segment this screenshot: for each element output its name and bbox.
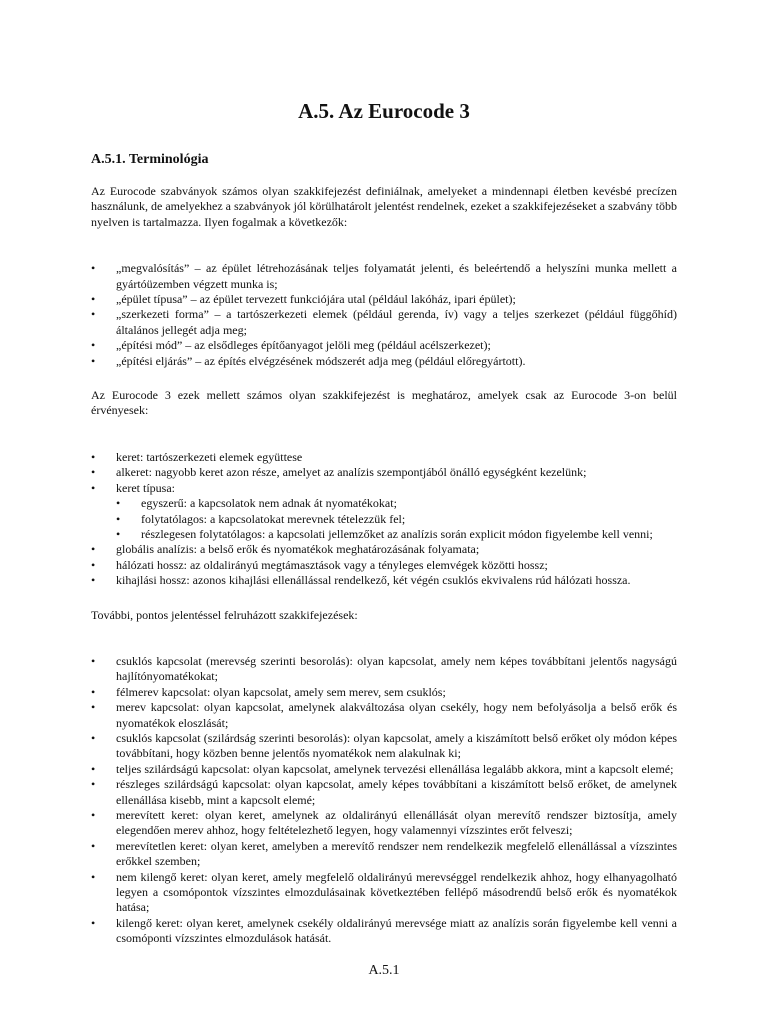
list-item: • merev kapcsolat: olyan kapcsolat, amelynek alakváltozása olyan csekély, hogy nem befolyásolja a belső erők és nyomatékok eloszlását; — [91, 700, 677, 730]
list-item: • félmerev kapcsolat: olyan kapcsolat, amely sem merev, sem csuklós; — [91, 684, 446, 699]
list-item: • keret típusa: — [91, 480, 175, 495]
list-item: • keret: tartószerkezeti elemek együttese — [91, 449, 303, 464]
list-item: • nem kilengő keret: olyan keret, amely megfelelő oldalirányú merevséggel rendelkezik ahhoz, hogy elhanyagolható legyen a csomópontok vízszintes elmozdulásainak következtében fellépő másodrendű belső erők és nyomatékok hatása; — [91, 869, 677, 915]
page-title: A.5. Az Eurocode 3 — [298, 99, 470, 123]
list-item: • csuklós kapcsolat (szilárdság szerinti besorolás): olyan kapcsolat, amely a kiszámított belső erőket oly módon képes továbbítani, hogy közben benne jelentős nyomatékok nem alakulnak ki; — [91, 730, 677, 761]
eurocode3-paragraph: Az Eurocode 3 ezek mellett számos olyan szakkifejezést is meghatároz, amelyek csak az Eurocode 3-on belül érvényesek: — [91, 388, 677, 418]
connection-frame-term-list — [91, 654, 677, 947]
list-item: • merevített keret: olyan keret, amelynek az oldalirányú ellenállását olyan merevítő rendszer biztosítja, amely elegendően merev ahhoz, hogy feltételezhető legyen, hogy valamennyi vízszintes erőt felveszi; — [91, 808, 677, 838]
document-body — [91, 184, 677, 947]
eurocode3-term-list — [91, 450, 677, 496]
section-heading: A.5.1. Terminológia — [91, 152, 209, 167]
list-item: • hálózati hossz: az oldalirányú megtámasztások vagy a tényleges elemvégek közötti hossz; — [91, 557, 548, 572]
concept-list — [91, 261, 677, 369]
list-item: • „építési mód” – az elsődleges építőanyagot jelöli meg (például acélszerkezet); — [91, 338, 491, 353]
list-item: • merevítetlen keret: olyan keret, amelyben a merevítő rendszer nem rendelkezik megfelelő ellenállással a vízszintes erőkkel szemben; — [91, 838, 677, 869]
eurocode3-term-list-continued — [91, 542, 677, 588]
list-item: • „építési eljárás” – az építés elvégzésének módszerét adja meg (például előregyártott). — [91, 353, 526, 368]
frame-type-sublist — [116, 496, 677, 542]
list-item: • globális analízis: a belső erők és nyomatékok meghatározásának folyamata; — [91, 542, 480, 557]
list-item: • kihajlási hossz: azonos kihajlási ellenállással rendelkező, két végén csuklós ekvivalens rúd hálózati hossza. — [91, 573, 631, 588]
sublist-item: • folytatólagos: a kapcsolatokat merevnek tételezzük fel; — [116, 511, 406, 526]
list-item: • „megvalósítás” – az épület létrehozásának teljes folyamatát jelenti, és beleértendő a helyszíni munka mellett a gyártóüzemben végzett munka is; — [91, 261, 677, 291]
list-item: • „épület típusa” – az épület tervezett funkciójára utal (például lakóház, ipari épület); — [91, 292, 516, 307]
page-number: A.5.1 — [368, 963, 400, 978]
list-item: • csuklós kapcsolat (merevség szerinti besorolás): olyan kapcsolat, amely nem képes továbbítani jelentős nagyságú hajlítónyomatékokat; — [91, 653, 677, 684]
sublist-item: • egyszerű: a kapcsolatok nem adnak át nyomatékokat; — [116, 496, 397, 511]
list-item: • teljes szilárdságú kapcsolat: olyan kapcsolat, amelynek tervezési ellenállása legalább akkora, mint a kapcsolt elemé; — [91, 761, 674, 776]
list-item: • alkeret: nagyobb keret azon része, amelyet az analízis szempontjából önálló egységként kezelünk; — [91, 465, 587, 480]
sublist-item: • részlegesen folytatólagos: a kapcsolati jellemzőket az analízis során explicit módon figyelembe kell venni; — [116, 526, 653, 541]
list-item: • „szerkezeti forma” – a tartószerkezeti elemek (például gerenda, ív) vagy a teljes szerkezet (például függőhíd) általános jellegét adja meg; — [91, 307, 677, 337]
list-item: • kilengő keret: olyan keret, amelynek csekély oldalirányú merevsége miatt az analízis során figyelembe kell venni a csomóponti vízszintes elmozdulások hatását. — [91, 915, 677, 946]
intro-paragraph: Az Eurocode szabványok számos olyan szakkifejezést definiálnak, amelyeket a mindennapi életben kevésbé precízen használunk, de amelyekhez a szabványok jól körülhatárolt jelentést rendelnek, ezeket a szakkifejezéseket a szabvány több nyelven is tartalmazza. Ilyen fogalmak a következők: — [91, 184, 677, 229]
list-item: • részleges szilárdságú kapcsolat: olyan kapcsolat, amely képes továbbítani a kiszámított belső erőket, de amelynek ellenállása kisebb, mint a kapcsolt elemé; — [91, 777, 677, 807]
further-terms-paragraph: További, pontos jelentéssel felruházott szakkifejezések: — [91, 607, 358, 622]
